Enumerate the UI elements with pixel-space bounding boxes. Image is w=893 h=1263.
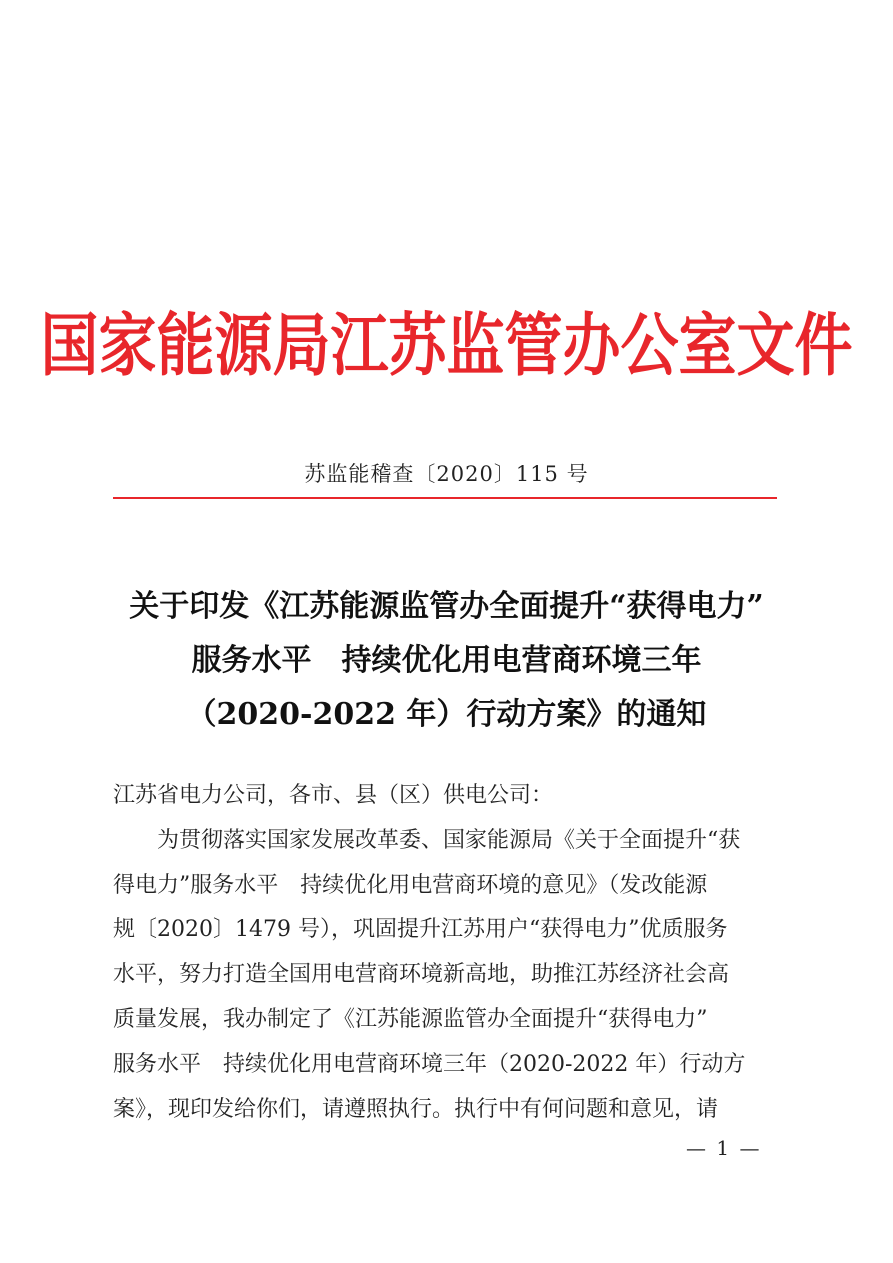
body-line: 规〔2020〕1479 号），巩固提升江苏用户“获得电力”优质服务 (113, 917, 728, 943)
page-number: — 1 — (686, 1136, 762, 1160)
addressee-line: 江苏省电力公司，各市、县（区）供电公司： (113, 783, 554, 808)
document-title (0, 580, 893, 742)
body-line: 服务水平 持续优化用电营商环境三年（2020-2022 年）行动方 (113, 1051, 746, 1077)
document-body (113, 774, 783, 1132)
document-title-line-2: 服务水平 持续优化用电营商环境三年 (191, 643, 702, 678)
body-line: 案》，现印发给你们，请遵照执行。执行中有何问题和意见，请 (113, 1096, 719, 1122)
body-line: 水平，努力打造全国用电营商环境新高地，助推江苏经济社会高 (113, 962, 730, 988)
document-title-line-1: 关于印发《江苏能源监管办全面提升“获得电力” (129, 589, 764, 624)
body-line: 为贯彻落实国家发展改革委、国家能源局《关于全面提升“获 (157, 827, 741, 853)
document-number: 苏监能稽查〔2020〕115 号 (304, 462, 589, 486)
body-line: 得电力”服务水平 持续优化用电营商环境的意见》（发改能源 (113, 872, 708, 898)
body-line: 质量发展，我办制定了《江苏能源监管办全面提升“获得电力” (113, 1006, 708, 1032)
red-divider-line (113, 497, 777, 499)
document-title-line-3: （2020-2022 年）行动方案》的通知 (186, 697, 707, 732)
issuing-authority-header: 国家能源局江苏监管办公室文件 (40, 305, 853, 386)
